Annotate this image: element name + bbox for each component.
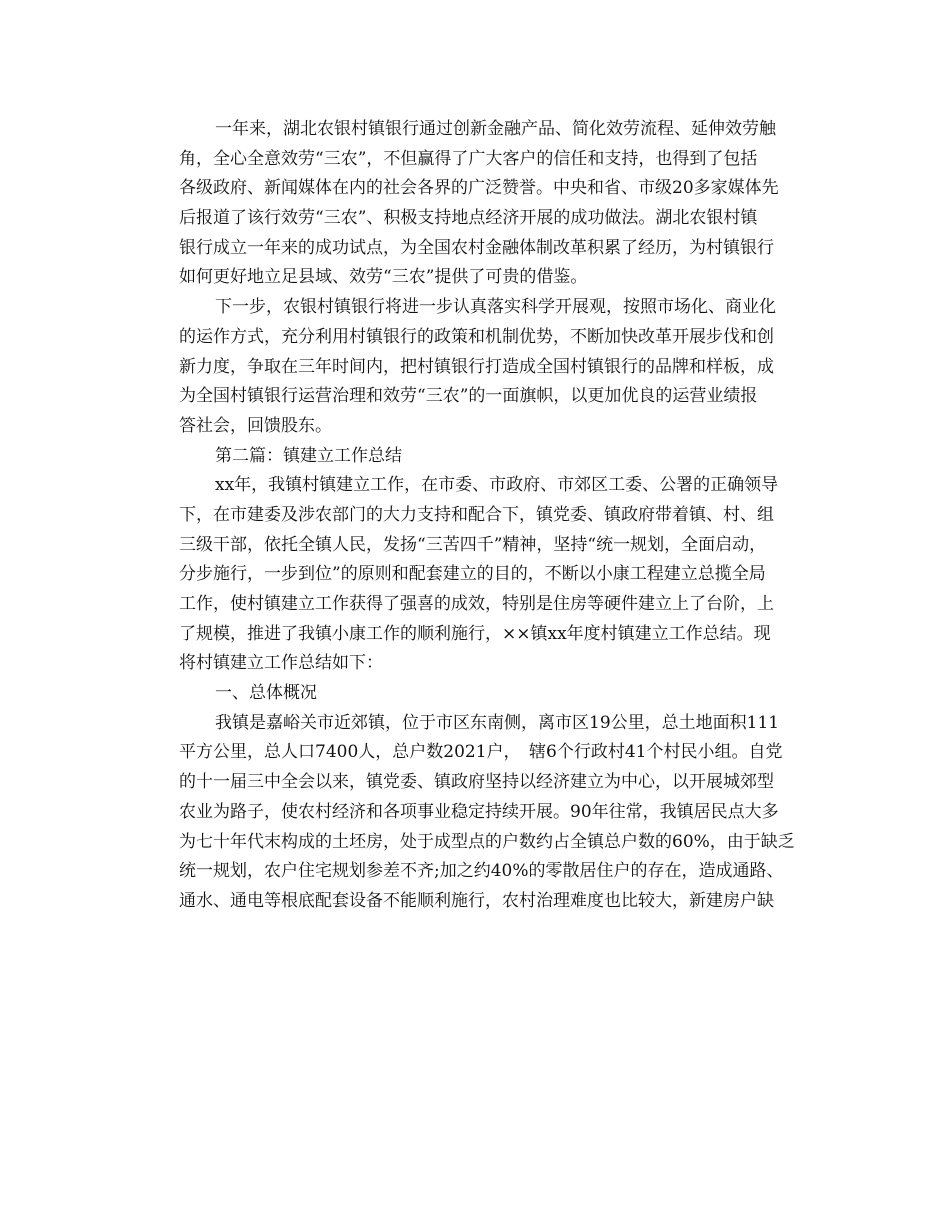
text-line: 如何更好地立足县域、效劳“三农”提供了可贵的借鉴。 (179, 267, 588, 288)
paragraph-2 (143, 293, 807, 441)
text-line: 通水、通电等根底配套设备不能顺利施行，农村治理难度也比较大，新建房户缺 (179, 890, 774, 911)
text-line: 分步施行，一步到位”的原则和配套建立的目的，不断以小康工程建立总揽全局 (179, 564, 766, 585)
text-line: 农业为路子，使农村经济和各项事业稳定持续开展。90年往常，我镇居民点大多 (179, 801, 779, 822)
text-line: 将村镇建立工作总结如下： (179, 653, 383, 674)
paragraph-3 (143, 471, 807, 679)
text-line: 三级干部，依托全镇人民，发扬“三苦四千”精神，坚持“统一规划，全面启动， (179, 534, 767, 555)
text-line: 一年来，湖北农银村镇银行通过创新金融产品、简化效劳流程、延伸效劳触 (215, 119, 776, 139)
paragraph-4 (143, 709, 807, 917)
text-line: 统一规划，农户住宅规划参差不齐;加之约40%的零散居住户的存在，造成通路、 (179, 861, 784, 882)
text-line: 后报道了该行效劳“三农”、积极支持地点经济开展的成功做法。湖北农银村镇 (179, 208, 758, 229)
section-heading-overview (143, 679, 807, 709)
text-line: 我镇是嘉峪关市近郊镇，位于市区东南侧，离市区19公里，总土地面积111 (215, 712, 780, 733)
text-line: 答社会，回馈股东。 (179, 415, 332, 436)
section-heading-part-two (143, 442, 807, 472)
text-line: 下，在市建委及涉农部门的大力支持和配合下，镇党委、镇政府带着镇、村、组 (179, 504, 774, 525)
text-line: 下一步，农银村镇银行将进一步认真落实科学开展观，按照市场化、商业化 (215, 297, 776, 318)
text-line: 平方公里，总人口7400人，总户数2021户， 辖6个行政村41个村民小组。自党 (179, 742, 783, 763)
heading-line: 第二篇：镇建立工作总结 (215, 445, 402, 466)
heading-line: 一、总体概况 (215, 683, 317, 704)
text-line: xx年，我镇村镇建立工作，在市委、市政府、市郊区工委、公署的正确领导 (215, 475, 779, 496)
text-line: 角，全心全意效劳“三农”，不但赢得了广大客户的信任和支持，也得到了包括 (179, 148, 758, 169)
paragraph-1 (143, 115, 807, 293)
text-line: 为全国村镇银行运营治理和效劳“三农”的一面旗帜，以更加优良的运营业绩报 (179, 386, 758, 407)
text-line: 银行成立一年来的成功试点，为全国农村金融体制改革积累了经历，为村镇银行 (179, 237, 774, 258)
document-body (143, 115, 807, 917)
text-line: 的运作方式，充分利用村镇银行的政策和机制优势，不断加快改革开展步伐和创 (179, 326, 774, 347)
text-line: 各级政府、新闻媒体在内的社会各界的广泛赞誉。中央和省、市级20多家媒体先 (179, 178, 779, 199)
text-line: 了规模，推进了我镇小康工作的顺利施行，××镇xx年度村镇建立工作总结。现 (179, 623, 771, 644)
text-line: 新力度，争取在三年时间内，把村镇银行打造成全国村镇银行的品牌和样板，成 (179, 356, 774, 377)
text-line: 工作，使村镇建立工作获得了强喜的成效，特别是住房等硬件建立上了台阶，上 (179, 594, 774, 614)
text-line: 的十一届三中全会以来，镇党委、镇政府坚持以经济建立为中心，以开展城郊型 (179, 772, 774, 793)
text-line: 为七十年代末构成的土坯房，处于成型点的户数约占全镇总户数的60%，由于缺乏 (179, 831, 795, 852)
